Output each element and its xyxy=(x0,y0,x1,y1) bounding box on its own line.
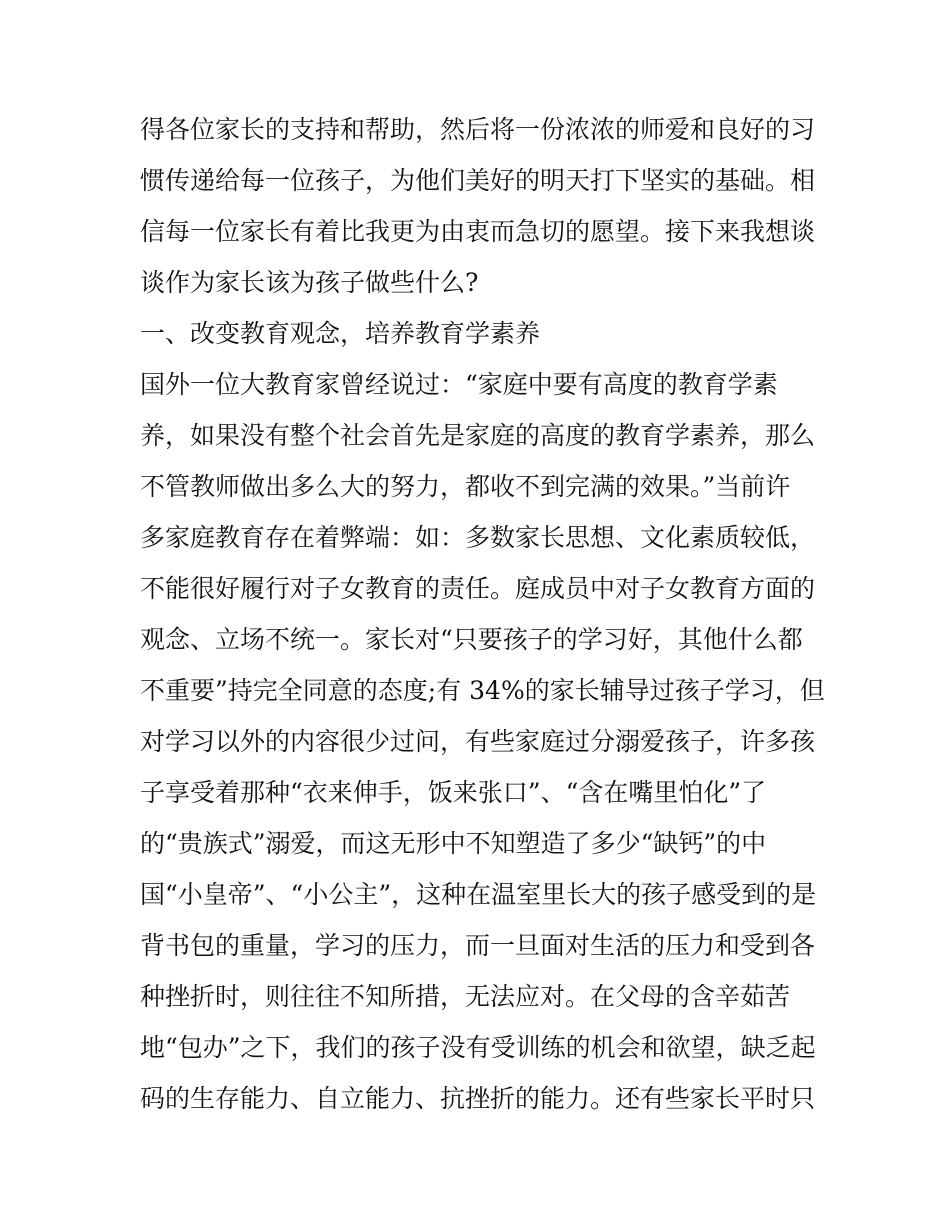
text-line-14: 子享受着那种“衣来伸手，饭来张口”、“含在嘴里怕化”了 xyxy=(140,778,767,807)
text-line-20: 码的生存能力、自立能力、抗挫折的能力。还有些家长平时只 xyxy=(140,1084,816,1113)
text-line-9: 多家庭教育存在着弊端：如：多数家长思想、文化素质较低， xyxy=(140,523,816,552)
text-line-12: 不重要”持完全同意的态度;有 34%的家长辅导过孩子学习，但 xyxy=(140,676,825,705)
text-line-2: 惯传递给每一位孩子，为他们美好的明天打下坚实的基础。相 xyxy=(140,166,816,195)
text-line-3: 信每一位家长有着比我更为由衷而急切的愿望。接下来我想谈 xyxy=(140,217,816,246)
section-heading: 一、改变教育观念，培养教育学素养 xyxy=(140,319,541,348)
text-line-1: 得各位家长的支持和帮助，然后将一份浓浓的师爱和良好的习 xyxy=(140,115,816,144)
text-line-10: 不能很好履行对子女教育的责任。庭成员中对子女教育方面的 xyxy=(140,574,816,603)
text-line-13: 对学习以外的内容很少过问，有些家庭过分溺爱孩子，许多孩 xyxy=(140,727,816,756)
text-line-17: 背书包的重量，学习的压力，而一旦面对生活的压力和受到各 xyxy=(140,931,816,960)
text-line-19: 地“包办”之下，我们的孩子没有受训练的机会和欲望，缺乏起 xyxy=(140,1033,816,1062)
text-line-8: 不管教师做出多么大的努力，都收不到完满的效果。”当前许 xyxy=(140,472,791,501)
text-line-18: 种挫折时，则往往不知所措，无法应对。在父母的含辛茹苦 xyxy=(140,982,791,1011)
text-line-16: 国“小皇帝”、“小公主”，这种在温室里长大的孩子感受到的是 xyxy=(140,880,817,909)
text-line-4: 谈作为家长该为孩子做些什么? xyxy=(140,268,479,297)
text-line-11: 观念、立场不统一。家长对“只要孩子的学习好，其他什么都 xyxy=(140,625,803,654)
text-line-15: 的“贵族式”溺爱，而这无形中不知塑造了多少“缺钙”的中 xyxy=(140,829,767,858)
text-line-7: 养，如果没有整个社会首先是家庭的高度的教育学素养，那么 xyxy=(140,421,816,450)
text-line-6: 国外一位大教育家曾经说过：“家庭中要有高度的教育学素 xyxy=(140,370,778,399)
body-text xyxy=(140,104,825,1124)
